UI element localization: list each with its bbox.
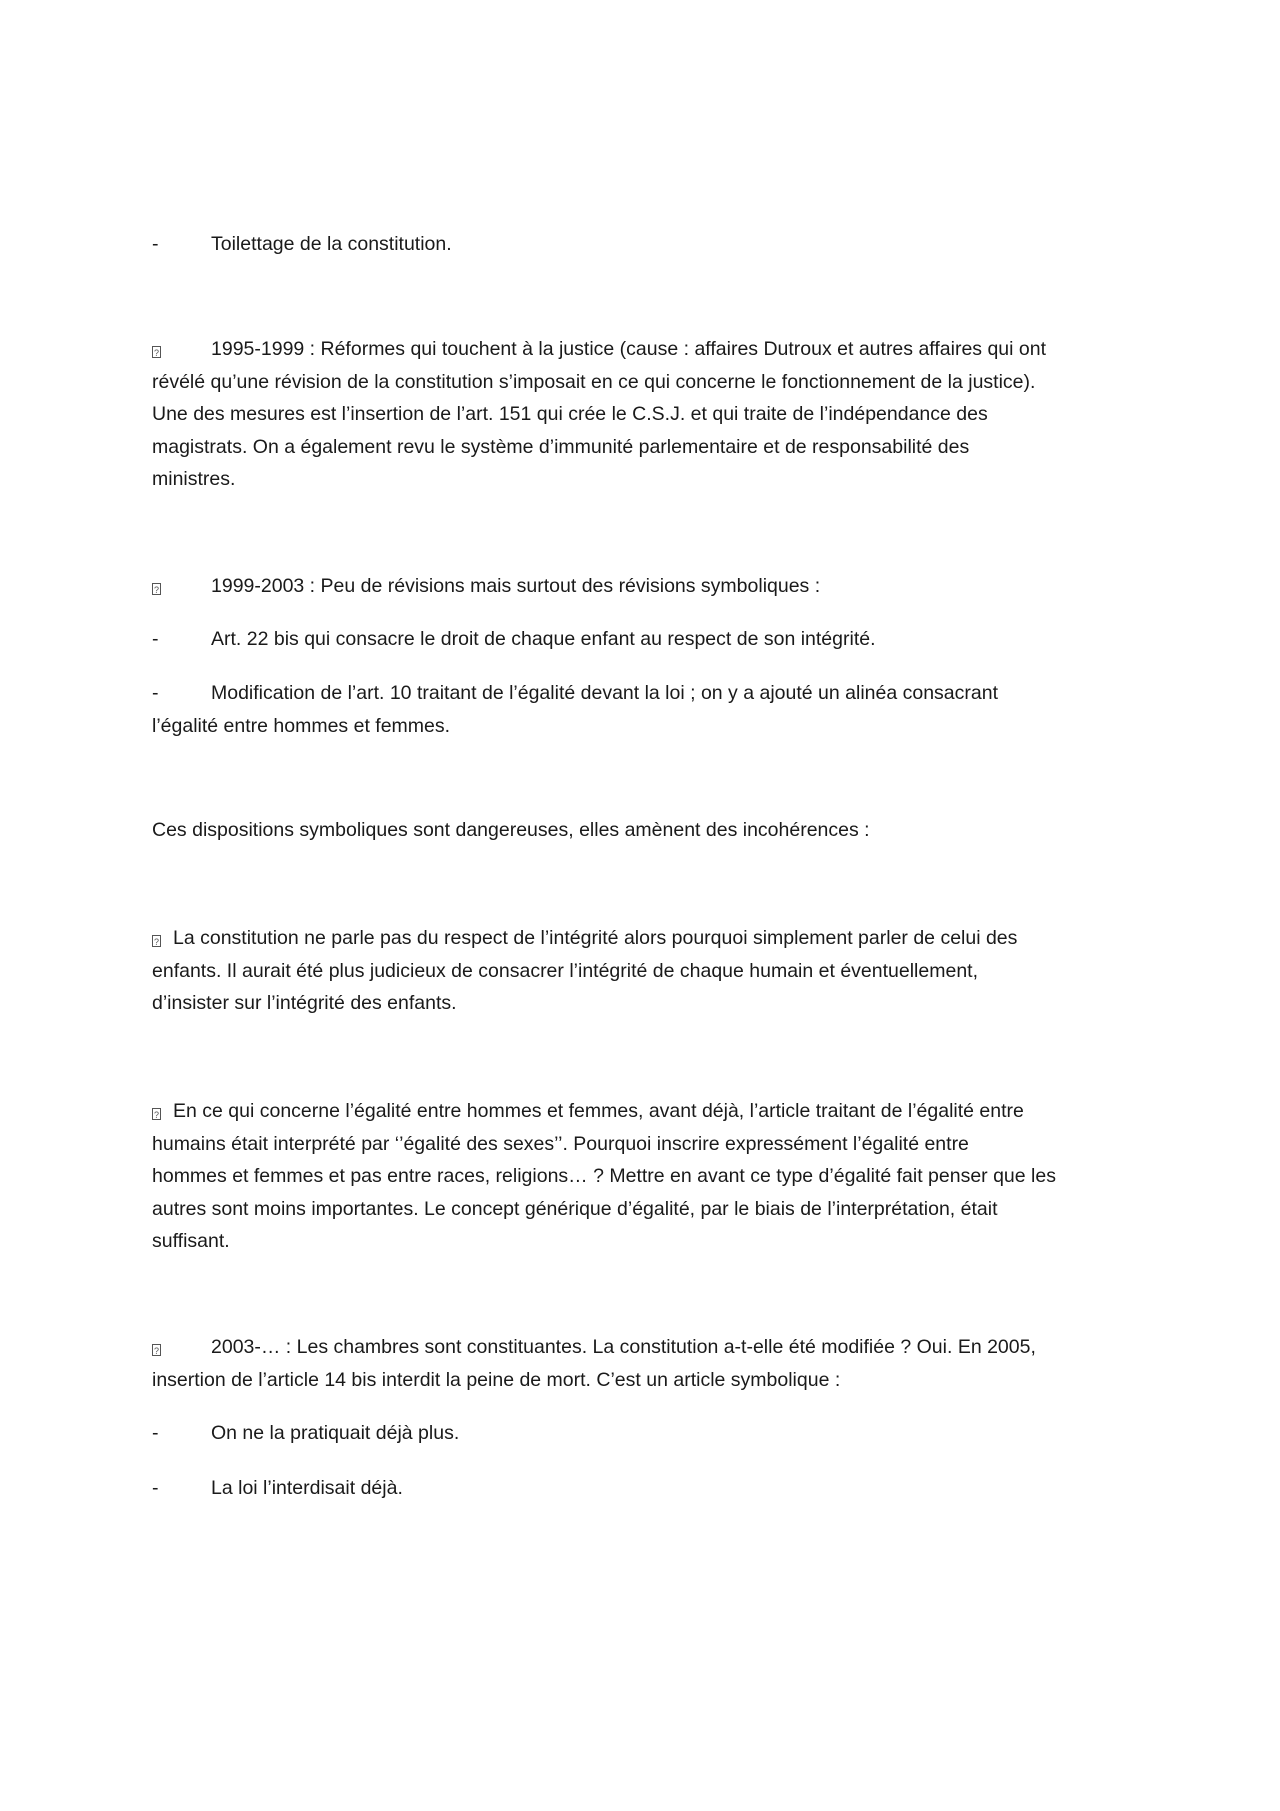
- text-line: ? 1999-2003 : Peu de révisions mais surtout des révisions symboliques :: [153, 575, 821, 597]
- list-item: [152, 623, 1142, 656]
- text-line: ? 2003-… : Les chambres sont constituantes. La constitution a-t-elle été modifiée ? Oui. En 2005,: [153, 1336, 1036, 1358]
- dash-marker: -: [152, 682, 159, 704]
- missing-glyph-icon: ?: [153, 348, 159, 358]
- list-item: [152, 228, 1142, 261]
- text-line: hommes et femmes et pas entre races, religions… ? Mettre en avant ce type d’égalité fait penser que les: [152, 1165, 1056, 1187]
- bullet-paragraph: [152, 333, 1142, 496]
- dash-marker: -: [152, 1477, 159, 1499]
- bullet-paragraph: [152, 570, 1142, 603]
- text-line: révélé qu’une révision de la constitution s’imposait en ce qui concerne le fonctionnement de la justice).: [152, 370, 1036, 393]
- text-line: enfants. Il aurait été plus judicieux de consacrer l’intégrité de chaque humain et éventuellement,: [152, 959, 978, 982]
- text-line: - On ne la pratiquait déjà plus.: [152, 1417, 1142, 1450]
- missing-glyph-icon: ?: [153, 1110, 159, 1120]
- text-line: - Modification de l’art. 10 traitant de l’égalité devant la loi ; on y a ajouté un alinéa consacrant: [152, 677, 1142, 710]
- paragraph: [152, 814, 1142, 847]
- text-line: magistrats. On a également revu le système d’immunité parlementaire et de responsabilité des: [152, 435, 970, 458]
- text-line: - Art. 22 bis qui consacre le droit de chaque enfant au respect de son intégrité.: [152, 623, 1142, 656]
- text-line: ? En ce qui concerne l’égalité entre hommes et femmes, avant déjà, l’article traitant de l’égalité entre: [153, 1100, 1024, 1122]
- missing-glyph-icon: ?: [153, 937, 159, 947]
- text-line: Une des mesures est l’insertion de l’art. 151 qui crée le C.S.J. et qui traite de l’indépendance des: [152, 403, 988, 425]
- dash-marker: -: [152, 1422, 159, 1444]
- text-line: ? La constitution ne parle pas du respect de l’intégrité alors pourquoi simplement parler de celui des: [153, 927, 1018, 949]
- bullet-paragraph: [152, 1331, 1142, 1396]
- list-item: [152, 1472, 1142, 1505]
- missing-glyph-icon: ?: [153, 585, 159, 595]
- text-line: Ces dispositions symboliques sont dangereuses, elles amènent des incohérences :: [152, 819, 870, 841]
- text-line: insertion de l’article 14 bis interdit la peine de mort. C’est un article symbolique :: [152, 1368, 841, 1391]
- text-line: ministres.: [152, 468, 236, 490]
- list-item: [152, 1417, 1142, 1450]
- dash-marker: -: [152, 233, 159, 255]
- bullet-paragraph: [152, 1095, 1142, 1258]
- text-line: d’insister sur l’intégrité des enfants.: [152, 992, 457, 1014]
- text-line: - La loi l’interdisait déjà.: [152, 1472, 1142, 1505]
- text-line: - Toilettage de la constitution.: [152, 228, 1142, 261]
- text-line: ? 1995-1999 : Réformes qui touchent à la justice (cause : affaires Dutroux et autres affaires qui ont: [153, 338, 1047, 360]
- missing-glyph-icon: ?: [153, 1346, 159, 1356]
- list-item: [152, 677, 1142, 742]
- bullet-paragraph: [152, 922, 1142, 1020]
- text-line: suffisant.: [152, 1230, 230, 1252]
- dash-marker: -: [152, 628, 159, 650]
- text-line: l’égalité entre hommes et femmes.: [152, 714, 451, 737]
- text-line: autres sont moins importantes. Le concept générique d’égalité, par le biais de l’interprétation, était: [152, 1197, 998, 1220]
- text-line: humains était interprété par ‘’égalité des sexes’’. Pourquoi inscrire expressément l’égalité entre: [152, 1132, 969, 1155]
